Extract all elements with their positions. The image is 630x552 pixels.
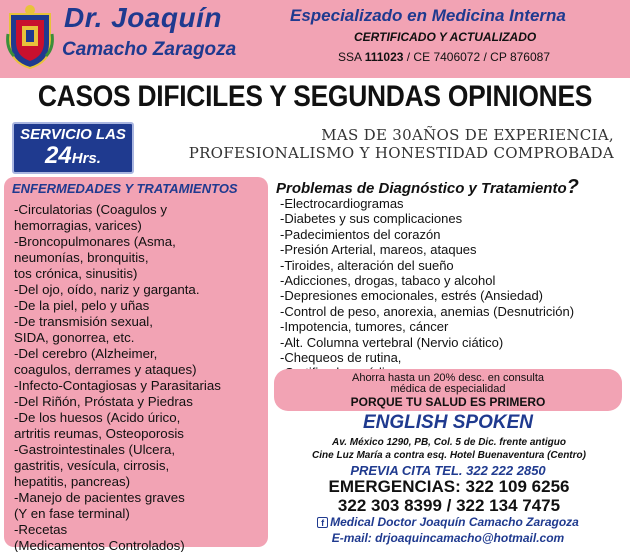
- emergency-label: EMERGENCIAS:: [328, 477, 461, 496]
- license-info: [338, 50, 550, 64]
- ssa-number: 111023: [364, 50, 404, 64]
- experience-text: [140, 126, 614, 162]
- list-item: -Diabetes y sus complicaciones: [280, 211, 463, 227]
- emergency-phone: 322 109 6256: [465, 477, 570, 496]
- list-item: -Manejo de pacientes graves (Y en fase terminal): [14, 490, 185, 521]
- english-spoken: ENGLISH SPOKEN: [363, 412, 533, 433]
- list-item: -Padecimientos del corazón: [280, 226, 441, 242]
- ce-cp-numbers: / CE 7406072 / CP 876087: [406, 50, 550, 64]
- banner-title: CASOS DIFICILES Y SEGUNDAS OPINIONES: [37, 80, 593, 113]
- list-item: -De los huesos (Acido úrico, artritis reumas, Osteoporosis: [14, 410, 184, 441]
- diseases-title: ENFERMEDADES Y TRATAMIENTOS: [12, 181, 238, 196]
- discount-line-1: Ahorra hasta un 20% desc. en consulta: [351, 372, 544, 384]
- address-line-1: Av. México 1290, PB, Col. 5 de Dic. frente antiguo: [332, 437, 566, 448]
- emergency-phones: [274, 477, 624, 515]
- discount-line-2: médica de especialidad: [390, 383, 506, 395]
- list-item: -Depresiones emocionales, estrés (Ansiedad): [280, 288, 544, 304]
- header-band: [0, 0, 630, 78]
- doctor-name: Dr. Joaquín: [64, 2, 222, 33]
- list-item: -De la piel, pelo y uñas: [14, 298, 150, 313]
- facebook-name: Medical Doctor Joaquín Camacho Zaragoza: [330, 515, 579, 529]
- list-item: -Infecto-Contagiosas y Parasitarias: [14, 378, 221, 393]
- ssa-label: SSA: [338, 50, 362, 64]
- list-item: -Del Riñón, Próstata y Piedras: [14, 394, 193, 409]
- list-item: -De transmisión sexual, SIDA, gonorrea, etc.: [14, 314, 153, 345]
- service-label: SERVICIO LAS: [20, 126, 126, 143]
- diagnosis-list: [280, 196, 620, 381]
- specialty: Especializado en Medicina Interna: [290, 6, 566, 25]
- list-item: -Tiroides, alteración del sueño: [280, 257, 454, 273]
- list-item: -Gastrointestinales (Ulcera, gastritis, vesícula, cirrosis, hepatitis, pancreas): [14, 442, 176, 489]
- experience-line-1: MAS DE 30AÑOS DE EXPERIENCIA,: [321, 126, 614, 144]
- emergency-line: [274, 477, 624, 496]
- list-item: -Circulatorias (Coagulos y hemorragias, varices): [14, 202, 167, 233]
- list-item: -Presión Arterial, mareos, ataques: [280, 242, 477, 258]
- list-item: -Adicciones, drogas, tabaco y alcohol: [280, 273, 496, 289]
- list-item: -Broncopulmonares (Asma, neumonías, bronquitis, tos crónica, sinusitis): [14, 234, 176, 281]
- list-item: -Alt. Columna vertebral (Nervio ciático): [280, 334, 504, 350]
- email: E-mail: drjoaquincamacho@hotmail.com: [331, 531, 565, 545]
- list-item: -Control de peso, anorexia, anemias (Desnutrición): [280, 303, 575, 319]
- experience-line-2: PROFESIONALISMO Y HONESTIDAD COMPROBADA: [188, 144, 614, 162]
- list-item: -Electrocardiogramas: [280, 196, 404, 211]
- list-item: -Impotencia, tumores, cáncer: [280, 319, 449, 335]
- diagnosis-title: Problemas de Diagnóstico y Tratamiento?: [276, 176, 579, 198]
- discount-slogan: PORQUE TU SALUD ES PRIMERO: [350, 395, 546, 409]
- question-mark: ?: [566, 176, 579, 198]
- certification: CERTIFICADO Y ACTUALIZADO: [354, 30, 537, 44]
- list-item: -Del cerebro (Alzheimer, coagulos, derrames y ataques): [14, 346, 197, 377]
- service-hours: 24Hrs.: [45, 142, 101, 169]
- facebook-line: [274, 515, 622, 529]
- discount-box: [274, 369, 622, 411]
- phone-numbers: 322 303 8399 / 322 134 7475: [337, 496, 561, 515]
- appointment-phone: PREVIA CITA TEL. 322 222 2850: [350, 463, 546, 478]
- service-24h-badge: [12, 122, 134, 174]
- university-crest-icon: [6, 4, 54, 70]
- address: [274, 436, 624, 462]
- diseases-list: [14, 202, 264, 552]
- list-item: -Chequeos de rutina,: [280, 350, 402, 366]
- list-item: -Del ojo, oído, nariz y garganta.: [14, 282, 200, 297]
- address-line-2: Cine Luz María a contra esq. Hotel Buenaventura (Centro): [312, 450, 586, 461]
- doctor-surname: Camacho Zaragoza: [62, 39, 237, 60]
- list-item: -Recetas (Medicamentos Controlados): [14, 522, 185, 552]
- facebook-icon: f: [317, 517, 328, 528]
